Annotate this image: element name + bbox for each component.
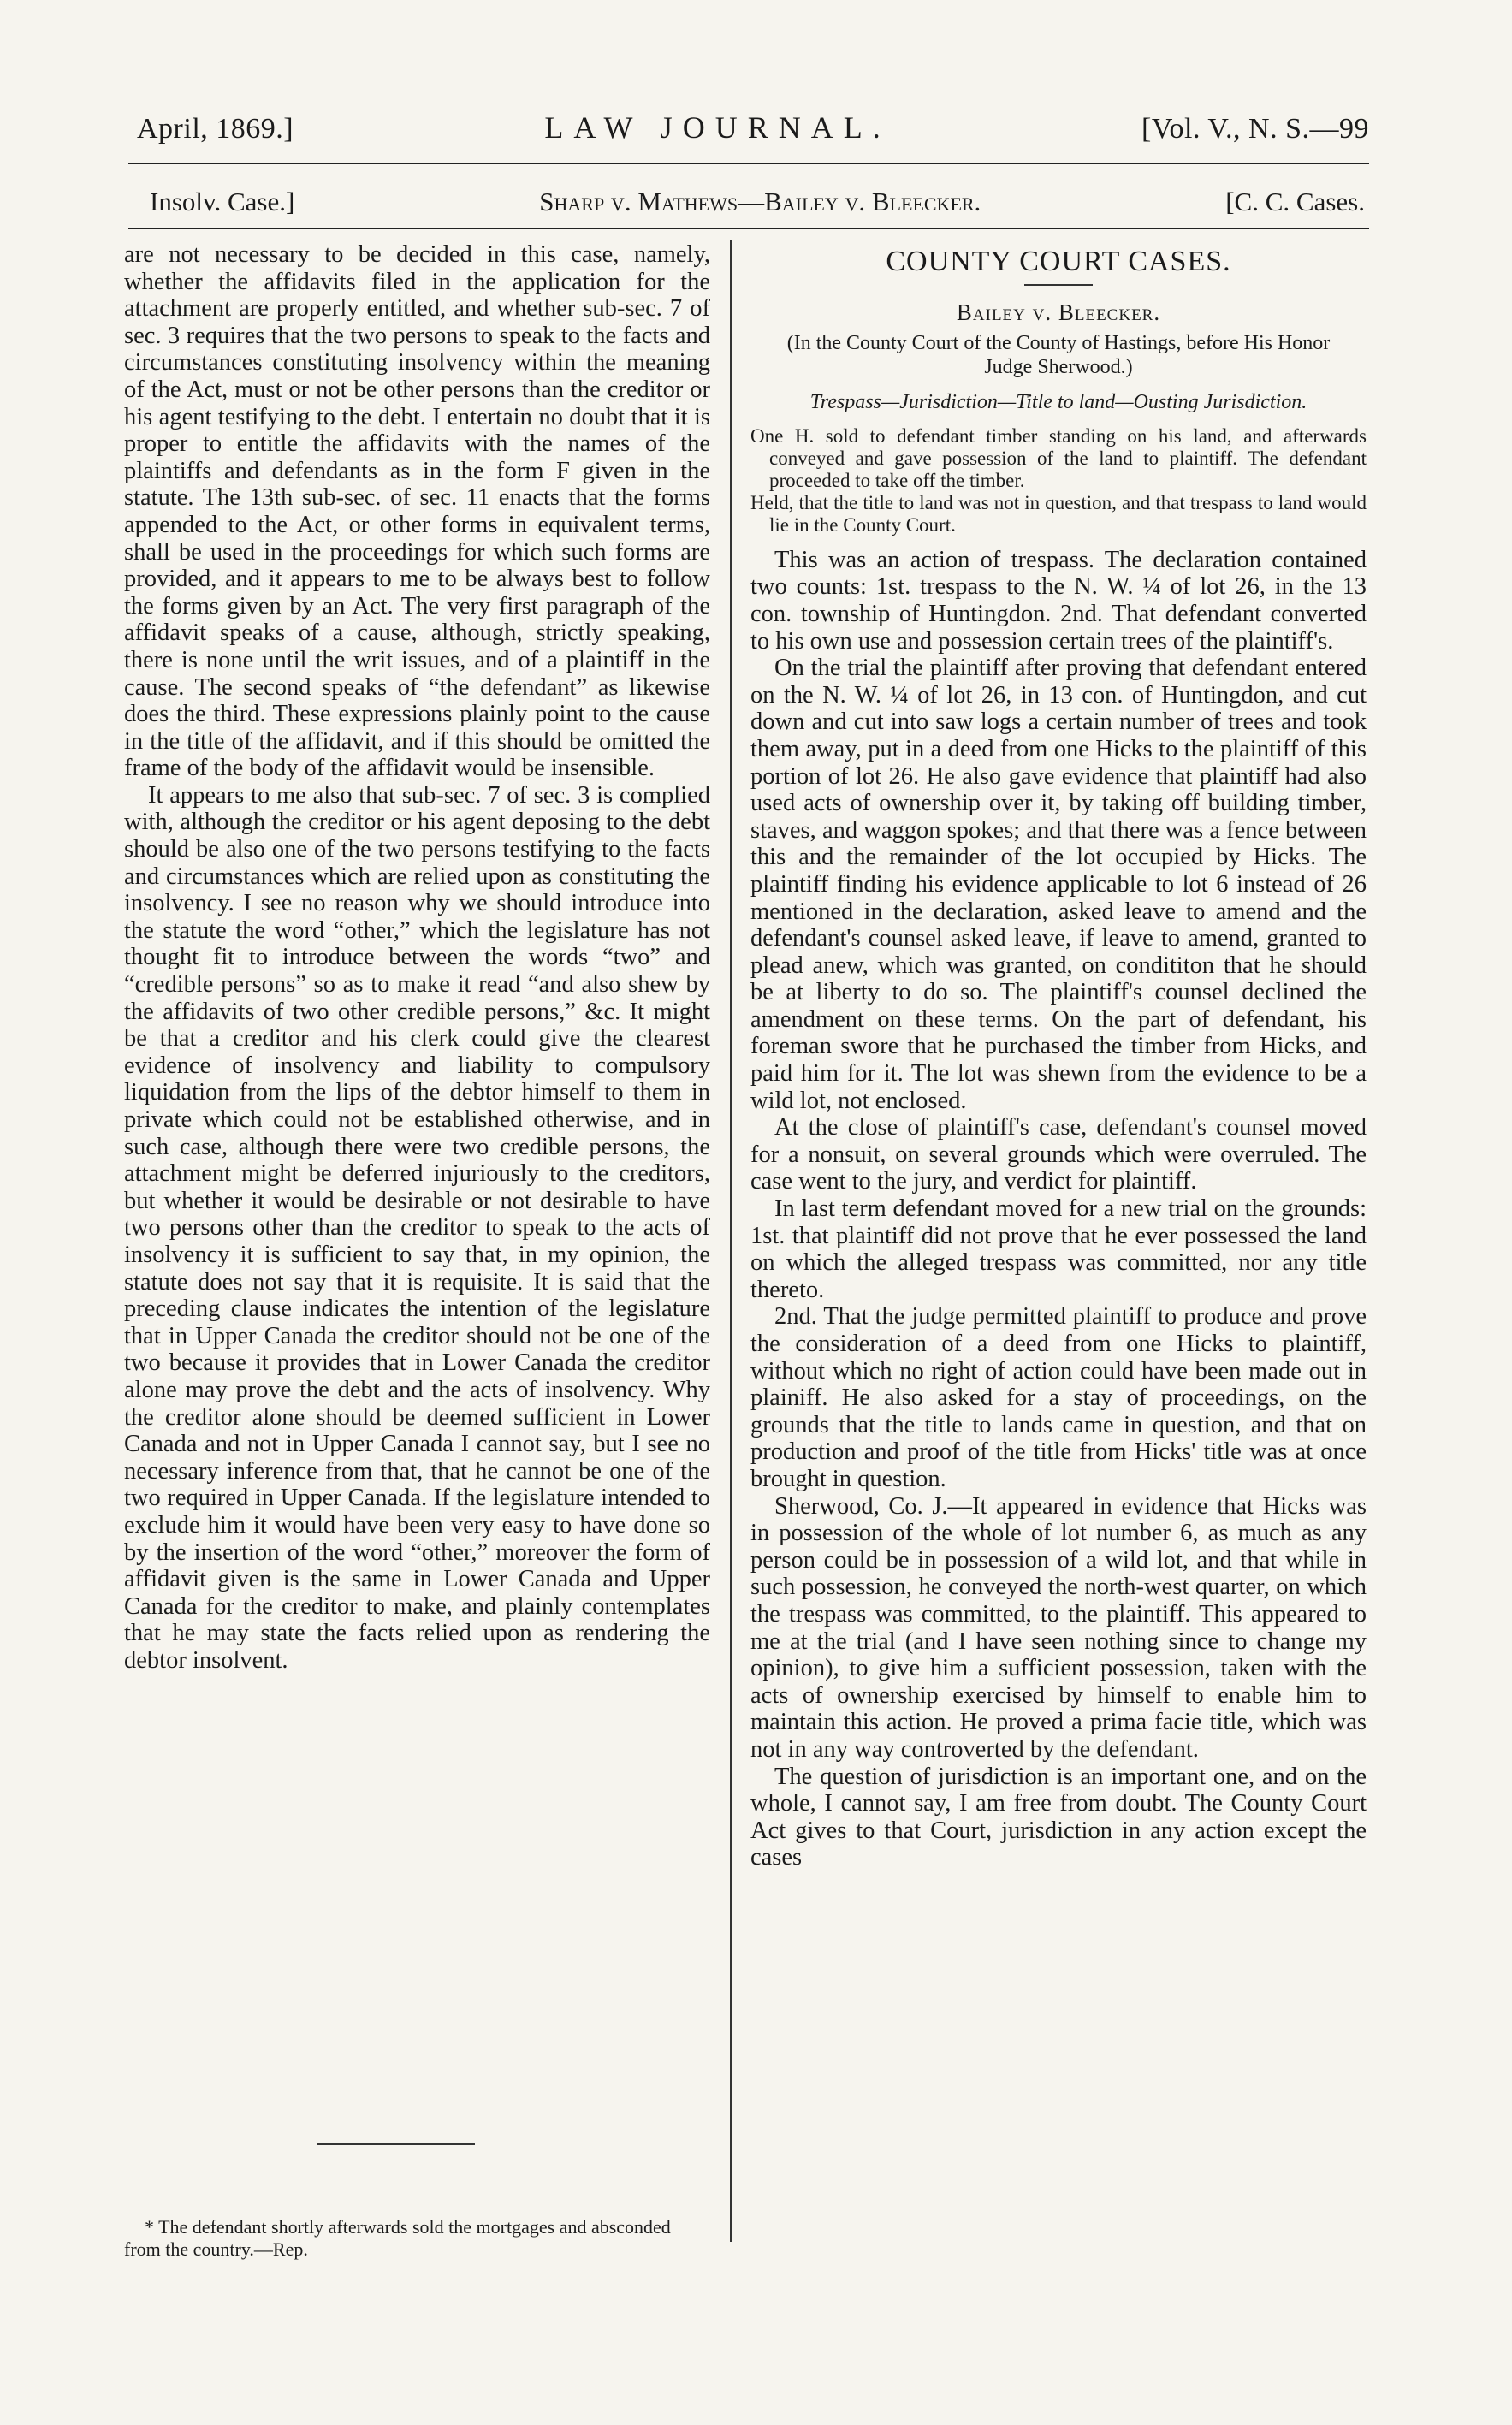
left-column	[124, 241, 710, 1674]
subheader-rule	[128, 228, 1369, 229]
right-paragraph: At the close of plaintiff's case, defendant's counsel moved for a nonsuit, on several grounds which were overruled. The case went to the jury, and verdict for plaintiff.	[750, 1114, 1367, 1195]
header-rule	[128, 163, 1369, 164]
running-head	[137, 110, 1369, 145]
catchwords: Trespass—Jurisdiction—Title to land—Ousting Jurisdiction.	[809, 391, 1307, 414]
right-paragraph: Sherwood, Co. J.—It appeared in evidence that Hicks was in possession of the whole of lot number 6, as much as any person could be in possession of a wild lot, and that while in such possession, he conveyed the north-west quarter, on which the trespass was committed, to the plaintiff. This appeared to me at the trial (and I have seen nothing since to change my opinion), to give him a sufficient possession, taken with the acts of ownership exercised by himself to enable him to maintain this action. He proved a prima facie title, which was not in any way controverted by the defendant.	[750, 1492, 1367, 1763]
headnote-held: Held, that the title to land was not in question, and that trespass to land would lie in the County Court.	[750, 491, 1367, 536]
left-paragraph: are not necessary to be decided in this case, namely, whether the affidavits filed in the application for the attachment are properly entitled, and whether sub-sec. 7 of sec. 3 requires that the two persons to speak to the facts and circumstances constituting insolvency within the meaning of the Act, must or not be other persons than the creditor or his agent testifying to the debt. I entertain no doubt that it is proper to entitle the affidavits with the names of the plaintiffs and defendants as in the form F given in the statute. The 13th sub-sec. of sec. 11 enacts that the forms appended to the Act, or other forms in equivalent terms, shall be used in the proceedings for which such forms are provided, and it appears to me to be always best to follow the forms given by an Act. The very first paragraph of the affidavit speaks of a cause, although, strictly speaking, there is none until the writ issues, and of a plaintiff in the cause. The second speaks of “the defendant” as likewise does the third. These expressions plainly point to the cause in the title of the affidavit, and if this should be omitted the frame of the body of the affidavit would be insensible.	[124, 241, 710, 782]
section-title: COUNTY COURT CASES.	[886, 246, 1231, 277]
right-paragraph: The question of jurisdiction is an important one, and on the whole, I cannot say, I am free from doubt. The County Court Act gives to that Court, jurisdiction in any action except the cases	[750, 1763, 1367, 1871]
subheader-right: [C. C. Cases.	[1225, 187, 1365, 216]
right-paragraph: 2nd. That the judge permitted plaintiff to produce and prove the consideration of a deed from one Hicks to plaintiff, without which no right of action could have been made out in plainiff. He also asked for a stay of proceedings, on the grounds that the title to lands came in question, and that on production and proof of the title from Hicks' title was at once brought in question.	[750, 1303, 1367, 1492]
footnote-text: * The defendant shortly afterwards sold the mortgages and absconded from the country.—Rep.	[124, 2216, 671, 2260]
right-paragraph: This was an action of trespass. The declaration contained two counts: 1st. trespass to the N. W. ¼ of lot 26, in the 13 con. township of Huntingdon. 2nd. That defendant converted to his own use and possession certain trees of the plaintiff's.	[750, 546, 1367, 655]
court-note: (In the County Court of the County of Hastings, before His Honor Judge Sherwood.)	[786, 332, 1331, 379]
right-column	[750, 241, 1367, 1871]
left-paragraph: It appears to me also that sub-sec. 7 of sec. 3 is complied with, although the creditor or his agent deposing to the debt should be also one of the two persons testifying to the facts and circumstances which are relied upon as constituting the insolvency. I see no reason why we should introduce into the statute the word “other,” which the legislature has not thought fit to introduce between the words “two” and “credible persons” so as to make it read “and also shew by the affidavits of two other credible persons,” &c. It might be that a creditor and his clerk could give the clearest evidence of insolvency and liability to compulsory liquidation from the lips of the debtor himself to them in private which could not be established otherwise, and in such case, although there were two credible persons, the attachment might be deferred injuriously to the creditors, but whether it would be desirable or not desirable to have two persons other than the creditor to speak to the acts of insolvency it is sufficient to say that, in my opinion, the statute does not say that it is requisite. It is said that the preceding clause indicates the intention of the legislature that in Upper Canada the creditor should not be one of the two because it provides that in Lower Canada the creditor alone may prove the debt and the acts of insolvency. Why the creditor alone should be deemed sufficient in Lower Canada and not in Upper Canada I cannot say, but I see no necessary inference from that, that he cannot be one of the two required in Upper Canada. If the legislature intended to exclude him it would have been very easy to have done so by the insertion of the word “other,” moreover the form of affidavit given is the same in Lower Canada and Upper Canada for the creditor to make, and plainly contemplates that he may state the facts relied upon as rendering the debtor insolvent.	[124, 781, 710, 1674]
headnote	[750, 425, 1367, 537]
journal-title: LAW JOURNAL.	[544, 110, 891, 145]
column-divider	[730, 240, 732, 2242]
right-paragraph: In last term defendant moved for a new trial on the grounds: 1st. that plaintiff did not prove that he ever possessed the land on which the alleged trespass was committed, nor any title thereto.	[750, 1195, 1367, 1303]
footnote-rule	[317, 2143, 475, 2145]
right-paragraph: On the trial the plaintiff after proving that defendant entered on the N. W. ¼ of lot 26, in 13 con. of Huntingdon, and cut down and cut into saw logs a certain number of trees and took them away, put in a deed from one Hicks to the plaintiff of this portion of lot 26. He also gave evidence that plaintiff had also used acts of ownership over it, by taking off building timber, staves, and waggon spokes; and that there was a fence between this and the remainder of the lot occupied by Hicks. The plaintiff finding his evidence applicable to lot 6 instead of 26 mentioned in the declaration, asked leave to amend and the defendant's counsel asked leave, if leave to amend, granted to plead anew, which was granted, on condititon that he should be at liberty to do so. The plaintiff's counsel declined the amendment on these terms. On the part of defendant, his foreman swore that he purchased the timber from Hicks, and paid him for it. The lot was shewn from the evidence to be a wild lot, not enclosed.	[750, 655, 1367, 1114]
section-rule	[1024, 284, 1093, 286]
subheader-case-names: Sharp v. Mathews—Bailey v. Bleecker.	[539, 187, 981, 216]
case-subheader	[150, 187, 1365, 217]
issue-date: April, 1869.]	[137, 113, 294, 145]
case-title: Bailey v. Bleecker.	[956, 299, 1161, 325]
headnote-paragraph: One H. sold to defendant timber standing on his land, and afterwards conveyed and gave possession of the land to plaintiff. The defendant proceeded to take off the timber.	[750, 424, 1367, 491]
volume-page: [Vol. V., N. S.—99	[1141, 113, 1369, 145]
footnote	[124, 2216, 710, 2261]
subheader-left: Insolv. Case.]	[150, 187, 295, 216]
